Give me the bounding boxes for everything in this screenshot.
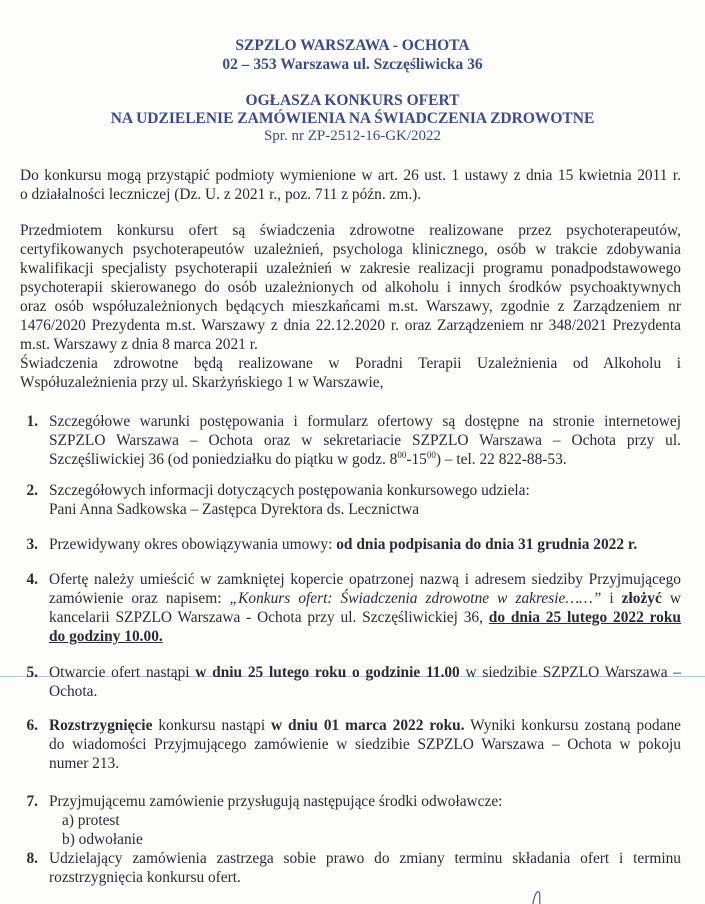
item-5-line-1 bbox=[49, 663, 681, 682]
intro-line-2: o działalności leczniczej (Dz. U. z 2021 r., poz. 711 z późn. zm.). bbox=[20, 186, 422, 203]
subject-line-5: oraz osób współuzależnionych będących mieszkańcami m.st. Warszawy, zgodnie z Zarządzeniem nr bbox=[20, 298, 681, 315]
resolution-date: w dniu 01 marca 2022 roku. bbox=[271, 717, 465, 734]
remedy-appeal: b) odwołanie bbox=[62, 831, 143, 848]
office-hours-text: Szczęśliwickiej 36 (od poniedziałku do piątku w godz. 8 bbox=[49, 451, 398, 468]
connector-text: i bbox=[601, 590, 622, 607]
submit-verb: złożyć bbox=[621, 590, 662, 607]
item-1-line-2: SZPZLO Warszawa – Ochota oraz w sekretariacie SZPZLO Warszawa – Ochota przy ul. bbox=[49, 432, 681, 449]
item-1-line-3 bbox=[49, 450, 567, 469]
item-number-1: 1. bbox=[26, 413, 38, 430]
opening-date: w dniu 25 lutego roku o godzinie 11.00 bbox=[195, 664, 460, 681]
envelope-label-text: zamówienie oraz napisem: bbox=[49, 590, 230, 607]
signature-mark bbox=[530, 888, 544, 904]
announcement-subject: NA UDZIELENIE ZAMÓWIENIA NA ŚWIADCZENIA ZDROWOTNE bbox=[110, 110, 595, 127]
subject-line-4: psychoterapii skierowanego do osób uzależnionych od alkoholu i innych środków psychoaktywnych bbox=[20, 279, 681, 296]
envelope-inscription: „Konkurs ofert: Świadczenia zdrowotne w zakresie……” bbox=[229, 590, 602, 607]
office-location-text: kancelarii SZPZLO Warszawa - Ochota przy ul. Szczęśliwickiej 36, bbox=[49, 609, 489, 626]
subject-line-2: certyfikowanych psychoterapeutów uzależnień, psychologa klinicznego, osób w trakcie zdobywania bbox=[20, 241, 681, 258]
submission-deadline-date: do dnia 25 lutego 2022 roku bbox=[488, 609, 681, 626]
contract-period-value: od dnia podpisania do dnia 31 grudnia 2022 r. bbox=[336, 536, 638, 553]
item-4-line-1: Ofertę należy umieścić w zamkniętej kopercie opatrzonej nazwą i adresem siedziby Przyjmującego bbox=[49, 571, 681, 588]
remedy-protest: a) protest bbox=[62, 812, 120, 829]
item-8-line-1: Udzielający zamówienia zastrzega sobie prawo do zmiany terminu składania ofert i terminu bbox=[49, 850, 681, 867]
item-3-line-1 bbox=[49, 535, 637, 554]
subject-line-8: Świadczenia zdrowotne będą realizowane w Poradni Terapii Uzależnienia od Alkoholu i bbox=[20, 355, 681, 372]
item-6-line-2: do wiadomości Przyjmującego zamówienie w siedzibie SZPZLO Warszawa – Ochota w pokoju bbox=[49, 736, 681, 753]
item-number-7: 7. bbox=[26, 793, 38, 810]
item-4-line-3 bbox=[49, 608, 681, 627]
subject-line-7: m.st. Warszawy z dnia 8 marca 2021 r. bbox=[20, 336, 258, 353]
contract-period-label: Przewidywany okres obowiązywania umowy: bbox=[49, 536, 337, 553]
opening-label: Otwarcie ofert nastąpi bbox=[49, 664, 196, 681]
subject-line-3: kwalifikacji specjalisty psychoterapii uzależnień w zakresie realizacji programu ponadpodstawowego bbox=[20, 260, 681, 277]
resolution-text: konkursu nastąpi bbox=[152, 717, 271, 734]
item-2-line-2: Pani Anna Sadkowska – Zastępca Dyrektora ds. Lecznictwa bbox=[49, 501, 420, 518]
subject-line-1: Przedmiotem konkursu ofert są świadczenia zdrowotne realizowane przez psychoterapeutów, bbox=[20, 222, 681, 239]
item-6-line-3: numer 213. bbox=[49, 755, 120, 772]
reference-number: Spr. nr ZP-2512-16-GK/2022 bbox=[263, 128, 442, 144]
hours-superscript: 00 bbox=[397, 449, 407, 460]
hours-superscript: 00 bbox=[426, 449, 436, 460]
item-6-line-1 bbox=[49, 716, 681, 735]
item-number-4: 4. bbox=[26, 571, 38, 588]
item-4-line-2 bbox=[49, 589, 681, 608]
item-number-6: 6. bbox=[26, 717, 38, 734]
item-number-3: 3. bbox=[26, 536, 38, 553]
item-5-line-2: Ochota. bbox=[49, 683, 98, 700]
item-number-5: 5. bbox=[26, 664, 38, 681]
opening-location: w siedzibie SZPZLO Warszawa – bbox=[459, 664, 681, 681]
office-hours-text: -15 bbox=[406, 451, 427, 468]
item-number-2: 2. bbox=[26, 482, 38, 499]
org-name: SZPZLO WARSZAWA - OCHOTA bbox=[235, 37, 470, 54]
phone-text: ) – tel. 22 822-88-53. bbox=[435, 451, 567, 468]
announcement-title: OGŁASZA KONKURS OFERT bbox=[245, 92, 460, 109]
intro-line-1: Do konkursu mogą przystąpić podmioty wymienione w art. 26 ust. 1 ustawy z dnia 15 kwietnia 2011 r. bbox=[20, 167, 681, 184]
item-7-line-1: Przyjmującemu zamówienie przysługują następujące środki odwoławcze: bbox=[49, 793, 503, 810]
results-text: Wyniki konkursu zostaną podane bbox=[464, 717, 681, 734]
org-address: 02 – 353 Warszawa ul. Szczęśliwicka 36 bbox=[222, 56, 483, 73]
item-1-line-1: Szczegółowe warunki postępowania i formularz ofertowy są dostępne na stronie internetowej bbox=[49, 413, 681, 430]
item-2-line-1: Szczegółowych informacji dotyczących postępowania konkursowego udziela: bbox=[49, 482, 530, 499]
item-8-line-2: rozstrzygnięcia konkursu ofert. bbox=[49, 869, 241, 886]
connector-text: w bbox=[661, 590, 681, 607]
item-number-8: 8. bbox=[26, 850, 38, 867]
resolution-label: Rozstrzygnięcie bbox=[49, 717, 153, 734]
submission-deadline-time: do godziny 10.00. bbox=[49, 628, 163, 645]
subject-line-9: Współuzależnienia przy ul. Skarżyńskiego 1 w Warszawie, bbox=[20, 374, 384, 391]
subject-line-6: 1476/2020 Prezydenta m.st. Warszawy z dnia 22.12.2020 r. oraz Zarządzeniem nr 348/2021 Prezydenta bbox=[20, 317, 681, 334]
